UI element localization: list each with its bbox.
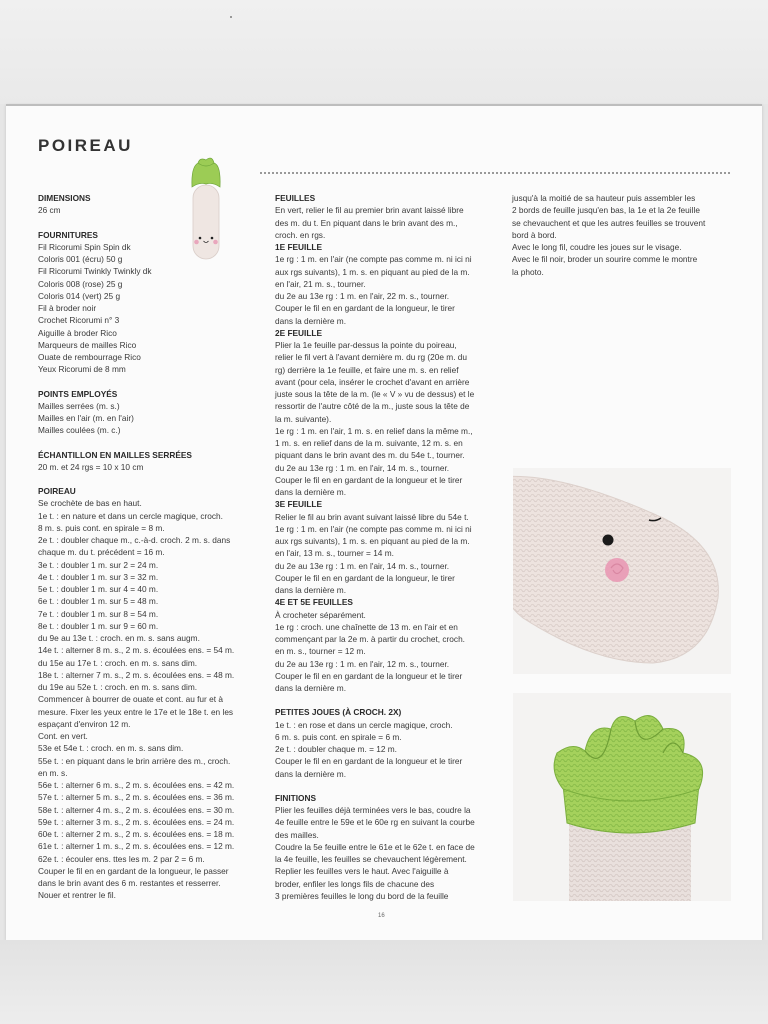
text-line: Coloris 001 (écru) 50 g [38, 254, 123, 264]
text-line: juste sous la tête de la m. (le « V » vu de dessus) et le [275, 389, 475, 399]
text-line: Couper le fil en en gardant de la longueur et le tirer [275, 756, 463, 767]
section-heading: POINTS EMPLOYÉS [38, 388, 118, 399]
column-middle [275, 192, 497, 902]
text-line: espaçant d'environ 12 m. [38, 718, 131, 729]
section-heading: FOURNITURES [38, 229, 98, 240]
text-line: 5e t. : doubler 1 m. sur 4 = 40 m. [38, 584, 159, 594]
text-line: Marqueurs de mailles Rico [38, 339, 137, 350]
section-gap [38, 473, 260, 485]
text-line: Mailles en l'air (m. en l'air) [38, 413, 134, 423]
text-line: 1e t. : en nature et dans un cercle magique, croch. [38, 510, 223, 521]
scan-top-margin [0, 0, 768, 104]
section-heading: 4E ET 5E FEUILLES [275, 597, 353, 608]
text-line: Couper le fil en en gardant de la longueur, le tirer [275, 572, 455, 583]
text-line: aux rgs suivants), 1 m. s. en piquant au pied de la m. [275, 266, 470, 277]
text-line: du 9e au 13e t. : croch. en m. s. sans augm. [38, 633, 200, 643]
text-line: dans la dernière m. [275, 683, 347, 693]
text-line: broder, enfiler les longs fils de chacune des [275, 878, 435, 889]
text-line: 7e t. : doubler 1 m. sur 8 = 54 m. [38, 608, 159, 619]
text-line: Mailles coulées (m. c.) [38, 425, 121, 436]
photo1-cheek [605, 558, 629, 582]
text-line: du 15e au 17e t. : croch. en m. s. sans dim. [38, 657, 198, 668]
text-line: 1e rg : croch. une chaînette de 13 m. en l'air et en [275, 621, 458, 632]
text-line: des m. du t. En piquant dans le brin avant des m., [275, 217, 458, 228]
text-line: relier le fil vert à l'avant dernière m. du rg (20e m. du [275, 352, 468, 363]
text-line: Couper le fil en en gardant de la longueur, le tirer [275, 303, 455, 314]
text-line: Cont. en vert. [38, 731, 88, 741]
section-gap [275, 780, 497, 792]
text-line: du 2e au 13e rg : 1 m. en l'air, 14 m. s., tourner. [275, 462, 450, 473]
column-right [512, 192, 734, 278]
text-line: Coloris 014 (vert) 25 g [38, 290, 121, 301]
text-line: 4e feuille entre le 59e et le 60e rg en suivant la courbe [275, 817, 475, 828]
text-line: Fil à broder noir [38, 303, 97, 313]
section-gap [38, 217, 260, 229]
text-line: 3 premières feuilles le long du bord de la feuille [275, 890, 449, 901]
text-line: aux rgs suivants), 1 m. s. en piquant au pied de la m. [275, 536, 470, 546]
text-line: mesure. Fixer les yeux entre le 17e et le 18e t. en les [38, 706, 234, 717]
section-heading: FINITIONS [275, 792, 317, 803]
text-line: Couper le fil en en gardant de la longueur et le tirer [275, 670, 463, 681]
text-line: en m. s., tourner = 12 m. [275, 646, 366, 657]
text-line: 3e t. : doubler 1 m. sur 2 = 24 m. [38, 559, 159, 570]
text-line: 2e t. : doubler chaque m. = 12 m. [275, 744, 397, 754]
page-title: POIREAU [38, 136, 133, 155]
section-heading: 3E FEUILLE [275, 499, 323, 510]
text-line: 2 bords de feuille jusqu'en bas, la 1e et la 2e feuille [512, 205, 700, 216]
text-line: en l'air, 21 m. s., tourner. [275, 278, 366, 289]
text-line: 14e t. : alterner 8 m. s., 2 m. s. écoulées ens. = 54 m. [38, 645, 235, 656]
text-line: la m. suivante). [275, 413, 332, 424]
text-line: 1e rg : 1 m. en l'air, 1 m. s. en relief dans la même m., [275, 425, 473, 436]
section-heading: 2E FEUILLE [275, 327, 323, 338]
text-line: 2e t. : doubler chaque m., c.-à-d. croch. 2 m. s. dans [38, 535, 231, 545]
text-line: commençant par la 2e m. à partir du crochet, croch. [275, 634, 465, 644]
text-line: Yeux Ricorumi de 8 mm [38, 364, 126, 375]
text-line: piquant dans le brin avant des m. du 54e t., tourner. [275, 450, 465, 461]
text-line: Couper le fil en en gardant de la longueur et le tirer [275, 474, 463, 485]
text-line: Coloris 008 (rose) 25 g [38, 278, 123, 289]
text-line: la 4e feuille, les feuilles se chevauchent légèrement. [275, 854, 467, 864]
text-line: 59e t. : alterner 3 m. s., 2 m. s. écoulées ens. = 24 m. [38, 816, 235, 827]
text-line: Se crochète de bas en haut. [38, 498, 142, 509]
text-line: Couper le fil en en gardant de la longueur, le passer [38, 865, 229, 876]
text-line: dans la dernière m. [275, 487, 347, 497]
section-gap [38, 437, 260, 449]
title-dotted-rule [260, 172, 730, 174]
text-line: Avec le long fil, coudre les joues sur le visage. [512, 242, 682, 252]
text-line: En vert, relier le fil au premier brin avant laissé libre [275, 205, 464, 216]
text-line: chaque m. du t. précédent = 16 m. [38, 547, 165, 558]
photo-leek-leaves-image [513, 693, 731, 901]
text-line: 56e t. : alterner 6 m. s., 2 m. s. écoulées ens. = 42 m. [38, 780, 235, 790]
text-line: jusqu'à la moitié de sa hauteur puis assembler les [512, 193, 696, 203]
section-heading: DIMENSIONS [38, 193, 91, 203]
text-line: dans la dernière m. [275, 315, 347, 326]
photo-leek-face-image [513, 468, 731, 674]
text-line: Coudre la 5e feuille entre le 61e et le 62e t. en face de [275, 841, 475, 852]
column-left [38, 192, 260, 902]
text-line: du 2e au 13e rg : 1 m. en l'air, 12 m. s., tourner. [275, 658, 450, 669]
text-line: 4e t. : doubler 1 m. sur 3 = 32 m. [38, 571, 159, 582]
text-line: 1e t. : en rose et dans un cercle magique, croch. [275, 719, 453, 730]
section-heading: PETITES JOUES (À CROCH. 2X) [275, 707, 402, 718]
text-line: ressortir de l'autre côté de la m., juste sous la tête de [275, 401, 470, 412]
text-line: 53e et 54e t. : croch. en m. s. sans dim. [38, 743, 184, 754]
photo1-eye [603, 535, 614, 546]
section-heading: 1E FEUILLE [275, 242, 323, 252]
text-line: 62e t. : écouler ens. ttes les m. 2 par 2 = 6 m. [38, 853, 205, 864]
text-line: Aiguille à broder Rico [38, 327, 117, 338]
text-line: des mailles. [275, 829, 319, 840]
text-line: du 2e au 13e rg : 1 m. en l'air, 14 m. s., tourner. [275, 560, 450, 571]
text-line: la photo. [512, 266, 544, 277]
text-line: 57e t. : alterner 5 m. s., 2 m. s. écoulées ens. = 36 m. [38, 792, 235, 803]
text-line: À crocheter séparément. [275, 609, 366, 620]
text-line: Nouer et rentrer le fil. [38, 890, 116, 901]
text-line: Ouate de rembourrage Rico [38, 352, 141, 362]
scan-bottom-margin [0, 940, 768, 1024]
text-line: 8e t. : doubler 1 m. sur 9 = 60 m. [38, 620, 159, 631]
text-line: du 19e au 52e t. : croch. en m. s. sans dim. [38, 682, 198, 692]
text-line: Relier le fil au brin avant suivant laissé libre du 54e t. [275, 511, 469, 522]
text-line: 61e t. : alterner 1 m. s., 2 m. s. écoulées ens. = 12 m. [38, 841, 235, 852]
text-line: dans le brin avant des 6 m. restantes et resserrer. [38, 878, 221, 888]
text-line: du 2e au 13e rg : 1 m. en l'air, 22 m. s., tourner. [275, 291, 450, 301]
text-line: Commencer à bourrer de ouate et cont. au fur et à [38, 694, 223, 705]
scan-speck [230, 16, 232, 18]
leek-leaves [192, 158, 220, 187]
photo-leek-face [513, 468, 731, 674]
text-line: 60e t. : alterner 2 m. s., 2 m. s. écoulées ens. = 18 m. [38, 829, 235, 839]
text-line: rg) derrière la 1e feuille, et faire une m. s. en relief [275, 364, 459, 375]
text-line: Plier les feuilles déjà terminées vers le bas, coudre la [275, 805, 471, 815]
text-line: 55e t. : en piquant dans le brin arrière des m., croch. [38, 755, 231, 766]
text-line: 1e rg : 1 m. en l'air (ne compte pas comme m. ni ici ni [275, 523, 472, 534]
text-line: Plier la 1e feuille par-dessus la pointe du poireau, [275, 340, 457, 350]
text-line: Crochet Ricorumi n° 3 [38, 315, 120, 326]
text-line: 1 m. s. en relief dans de la m. suivante, 12 m. s. en [275, 438, 463, 448]
text-line: 6 m. s. puis cont. en spirale = 6 m. [275, 731, 402, 742]
text-line: croch. en rgs. [275, 229, 326, 240]
text-line: Avec le fil noir, broder un sourire comme le montre [512, 254, 698, 265]
text-line: 58e t. : alterner 4 m. s., 2 m. s. écoulées ens. = 30 m. [38, 804, 235, 815]
text-line: Replier les feuilles vers le haut. Avec l'aiguille à [275, 866, 449, 877]
text-line: Fil Ricorumi Twinkly Twinkly dk [38, 266, 152, 277]
text-line: 26 cm [38, 205, 61, 216]
text-line: avant (pour cela, insérer le crochet d'avant en arrière [275, 376, 470, 387]
text-line: 1e rg : 1 m. en l'air (ne compte pas comme m. ni ici ni [275, 254, 472, 265]
photo-leek-leaves [513, 693, 731, 901]
section-gap [38, 376, 260, 388]
text-line: dans la dernière m. [275, 768, 347, 779]
text-line: 20 m. et 24 rgs = 10 x 10 cm [38, 461, 144, 472]
text-line: 6e t. : doubler 1 m. sur 5 = 48 m. [38, 596, 159, 607]
section-heading: POIREAU [38, 486, 76, 496]
text-line: bord à bord. [512, 229, 557, 240]
page-number: 16 [378, 913, 385, 919]
text-line: 8 m. s. puis cont. en spirale = 8 m. [38, 522, 165, 533]
text-line: dans la dernière m. [275, 585, 347, 595]
text-line: en m. s. [38, 767, 68, 778]
text-line: se chevauchent et que les autres feuilles se trouvent [512, 217, 706, 228]
text-line: en l'air, 13 m. s., tourner = 14 m. [275, 548, 394, 559]
section-heading: ÉCHANTILLON EN MAILLES SERRÉES [38, 449, 192, 460]
text-line: Mailles serrées (m. s.) [38, 400, 120, 411]
section-heading: FEUILLES [275, 193, 316, 203]
text-line: Fil Ricorumi Spin Spin dk [38, 241, 131, 252]
section-gap [275, 694, 497, 706]
text-line: 18e t. : alterner 7 m. s., 2 m. s. écoulées ens. = 48 m. [38, 669, 235, 680]
